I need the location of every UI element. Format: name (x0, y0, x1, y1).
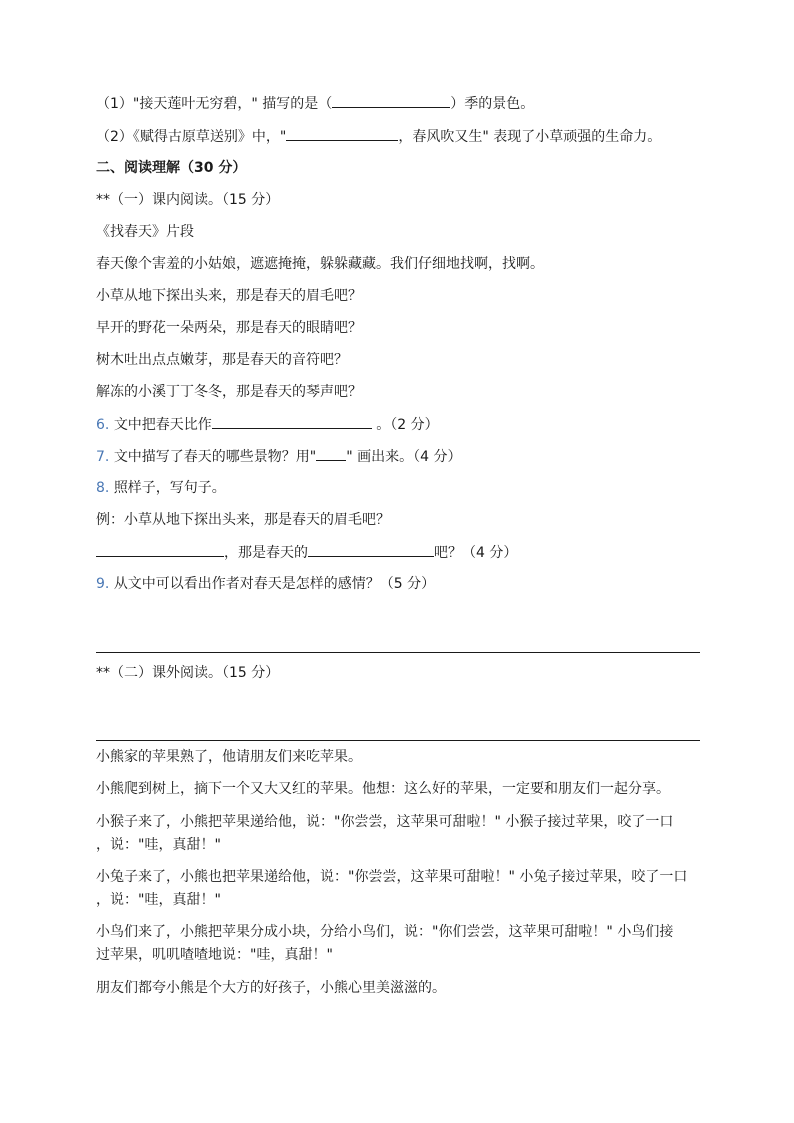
story-line: 朋友们都夸小熊是个大方的好孩子，小熊心里美滋滋的。 (96, 980, 446, 996)
question-7-text-before: 文中描写了春天的哪些景物？用" (113, 449, 317, 465)
question-6 (96, 413, 700, 436)
question-2-text-after: ，春风吹又生" 表现了小草顽强的生命力。 (398, 129, 662, 145)
story-line: 小熊家的苹果熟了，他请朋友们来吃苹果。 (96, 749, 362, 765)
passage-line: 早开的野花一朵两朵，那是春天的眼睛吧？ (96, 320, 362, 336)
part-1-heading: **（一）课内阅读。（15 分） (96, 192, 280, 208)
question-2 (96, 125, 700, 148)
passage-line: 小草从地下探出头来，那是春天的眉毛吧？ (96, 288, 362, 304)
story-line: ，说："哇，真甜！" (96, 837, 221, 853)
question-8-answer-line (96, 541, 700, 564)
answer-blank-poem-line[interactable] (286, 125, 398, 141)
section-heading-reading: 二、阅读理解（30 分） (96, 160, 247, 176)
story-line: 小熊爬到树上，摘下一个又大又红的苹果。他想：这么好的苹果，一定要和朋友们一起分享。 (96, 781, 670, 797)
question-1-text-after: ）季的景色。 (450, 96, 535, 112)
question-number: 7. (96, 449, 110, 465)
answer-blank-metaphor[interactable] (212, 413, 372, 429)
passage-line: 解冻的小溪丁丁冬冬，那是春天的琴声吧？ (96, 384, 362, 400)
question-8-text: 照样子，写句子。 (113, 480, 226, 496)
question-9-text: 从文中可以看出作者对春天是怎样的感情？（5 分） (113, 576, 436, 592)
question-1 (96, 92, 700, 115)
answer-blank-season[interactable] (332, 92, 450, 108)
question-1-text-before: （1）"接天莲叶无穷碧，" 描写的是（ (96, 96, 333, 112)
story-line: 小鸟们来了，小熊把苹果分成小块，分给小鸟们，说："你们尝尝，这苹果可甜啦！" 小鸟们接 (96, 924, 674, 940)
answer-line-question-9[interactable] (96, 652, 700, 653)
underline-mark (316, 445, 346, 461)
story-line: 小兔子来了，小熊也把苹果递给他，说："你尝尝，这苹果可甜啦！" 小兔子接过苹果，咬了一口 (96, 869, 688, 885)
question-6-points: 。（2 分） (376, 417, 439, 433)
question-number: 6. (96, 417, 110, 433)
question-8 (96, 477, 700, 499)
question-number: 8. (96, 480, 110, 496)
question-2-text-before: （2）《赋得古原草送别》中，" (96, 129, 287, 145)
question-7-text-after: " 画出来。（4 分） (346, 449, 462, 465)
passage-title: 《找春天》片段 (96, 224, 194, 240)
question-number: 9. (96, 576, 110, 592)
story-line: 小猴子来了，小熊把苹果递给他，说："你尝尝，这苹果可甜啦！" 小猴子接过苹果，咬了一口 (96, 814, 674, 830)
question-7 (96, 445, 700, 468)
question-6-text: 文中把春天比作 (113, 417, 212, 433)
passage-line: 树木吐出点点嫩芽，那是春天的音符吧？ (96, 352, 348, 368)
question-8-example: 例：小草从地下探出头来，那是春天的眉毛吧？ (96, 512, 390, 528)
question-9 (96, 573, 700, 595)
story-line: ，说："哇，真甜！" (96, 892, 221, 908)
question-8-points: 吧？（4 分） (434, 545, 518, 561)
question-8-middle-text: ，那是春天的 (224, 545, 308, 561)
answer-blank-comparison[interactable] (308, 541, 434, 557)
passage-line: 春天像个害羞的小姑娘，遮遮掩掩，躲躲藏藏。我们仔细地找啊，找啊。 (96, 256, 544, 272)
story-line: 过苹果，叽叽喳喳地说："哇，真甜！" (96, 947, 333, 963)
part-2-heading: **（二）课外阅读。（15 分） (96, 665, 280, 681)
divider-line (96, 740, 700, 741)
answer-blank-subject[interactable] (96, 541, 224, 557)
